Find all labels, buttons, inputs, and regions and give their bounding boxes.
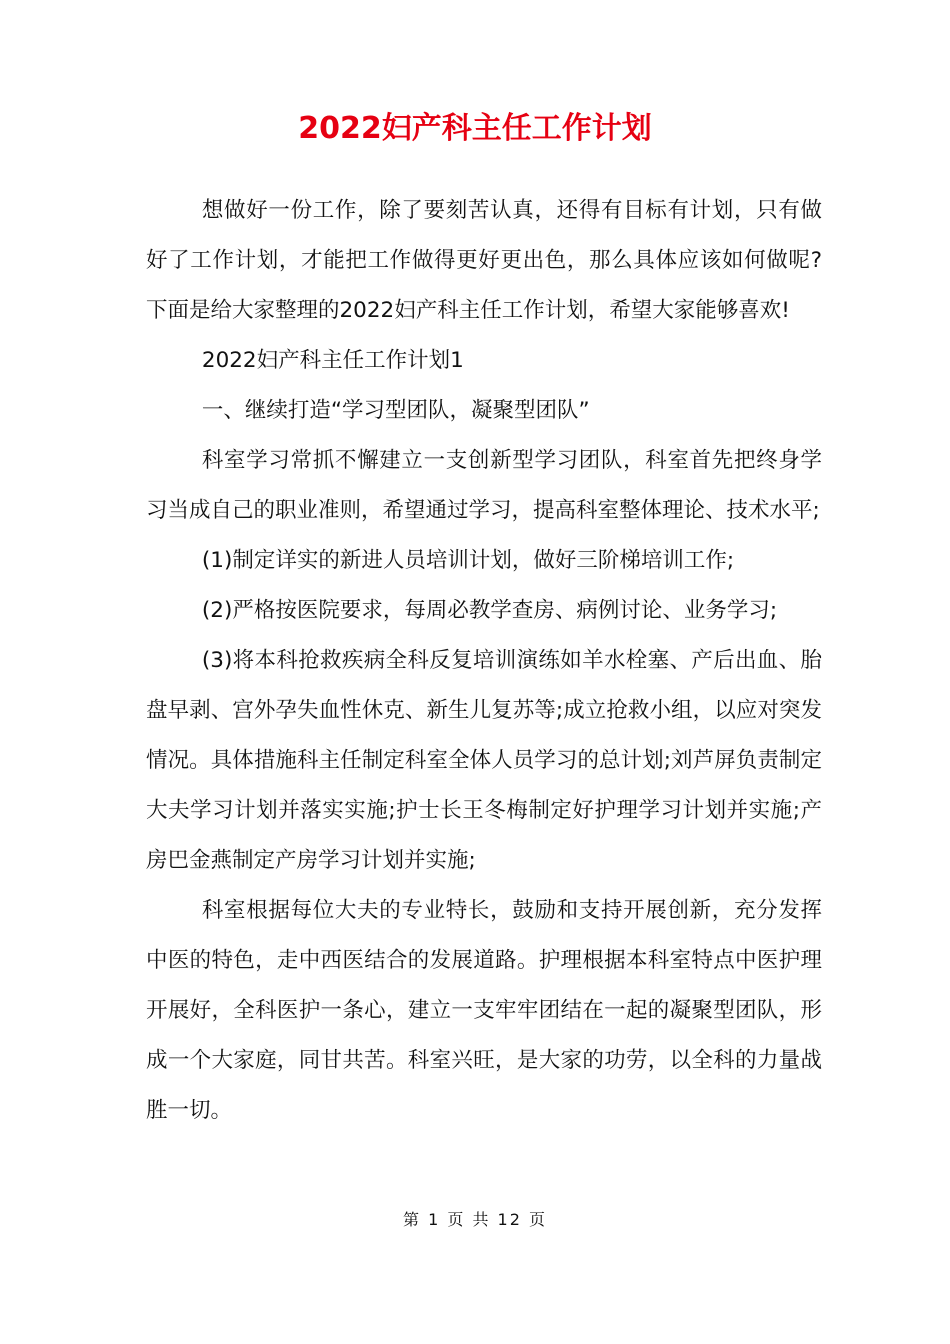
paragraph-item-1: (1)制定详实的新进人员培训计划，做好三阶梯培训工作;	[201, 548, 735, 573]
paragraph-section-heading: 2022妇产科主任工作计划1	[201, 348, 464, 373]
paragraph-intro: 想做好一份工作，除了要刻苦认真，还得有目标有计划，只有做好了工作计划，才能把工作做得更好更出色，那么具体应该如何做呢?下面是给大家整理的2022妇产科主任工作计划，希望大家能够喜欢!	[146, 198, 822, 323]
paragraph-learning-team: 科室学习常抓不懈建立一支创新型学习团队，科室首先把终身学习当成自己的职业准则，希望通过学习，提高科室整体理论、技术水平;	[146, 448, 822, 523]
page-footer: 第 1 页 共 12 页	[403, 1210, 547, 1229]
paragraph-cohesive-team: 科室根据每位大夫的专业特长，鼓励和支持开展创新，充分发挥中医的特色，走中西医结合的发展道路。护理根据本科室特点中医护理开展好，全科医护一条心，建立一支牢牢团结在一起的凝聚型团队，形成一个大家庭，同甘共苦。科室兴旺，是大家的功劳，以全科的力量战胜一切。	[146, 898, 822, 1123]
paragraph-item-3: (3)将本科抢救疾病全科反复培训演练如羊水栓塞、产后出血、胎盘早剥、宫外孕失血性休克、新生儿复苏等;成立抢救小组，以应对突发情况。具体措施科主任制定科室全体人员学习的总计划;刘芦屏负责制定大夫学习计划并落实实施;护士长王冬梅制定好护理学习计划并实施;产房巴金燕制定产房学习计划并实施;	[146, 648, 822, 873]
paragraph-subheading: 一、继续打造“学习型团队，凝聚型团队”	[201, 398, 590, 423]
document-body	[146, 186, 822, 1136]
paragraph-item-2: (2)严格按医院要求，每周必教学查房、病例讨论、业务学习;	[201, 598, 778, 623]
document-title: 2022妇产科主任工作计划	[298, 111, 652, 146]
